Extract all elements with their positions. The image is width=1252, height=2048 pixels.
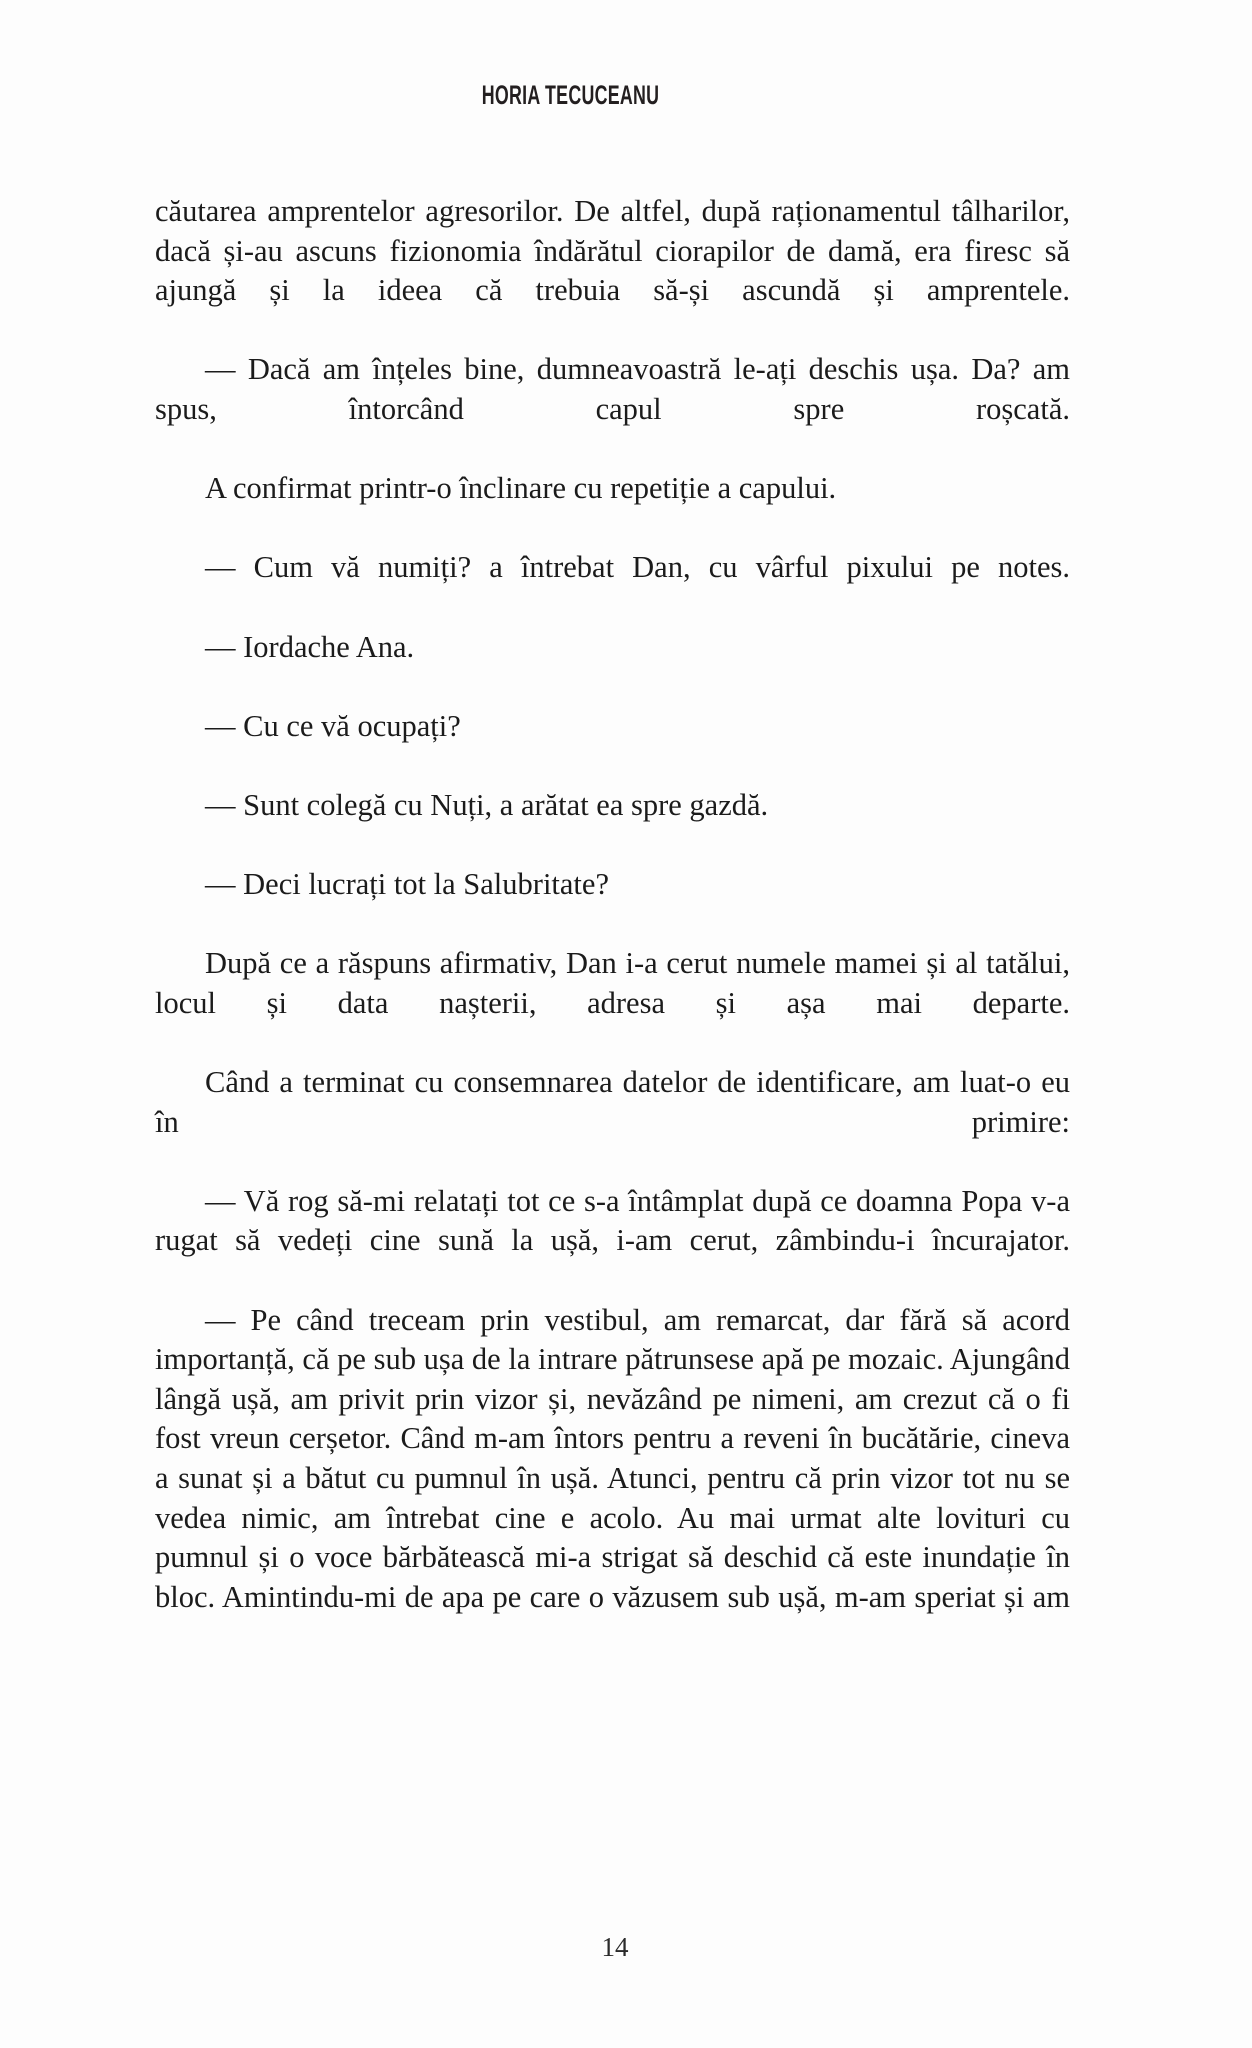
- paragraph-dialogue: — Pe când treceam prin vestibul, am remarcat, dar fără să acord importanță, că pe sub ușa de la intrare pătrunsese apă pe mozaic. Ajungând lângă ușă, am privit prin vizor și, nevăzând pe nimeni, am crezut că o fi fost vreun cerșetor. Când m-am întors pentru a reveni în bucătărie, cineva a sunat și a bătut cu pumnul în ușă. Atunci, pentru că prin vizor tot nu se vedea nimic, am întrebat cine e acolo. Au mai urmat alte lovituri cu pumnul și o voce bărbătească mi-a strigat să deschid că este inundație în bloc. Amintindu-mi de apa pe care o văzusem sub ușă, m-am speriat și am: [155, 1302, 1070, 1614]
- paragraph-dialogue-short: — Iordache Ana.: [205, 629, 415, 664]
- running-head-text: HORIA TECUCEANU: [481, 80, 659, 110]
- paragraph-narration: A confirmat printr-o înclinare cu repetiție a capului.: [205, 471, 837, 506]
- paragraph-narration: După ce a răspuns afirmativ, Dan i-a cerut numele mamei și al tatălui, locul și data nașterii, adresa și așa mai departe.: [155, 946, 1070, 1020]
- body-text-block: [155, 192, 1070, 1657]
- paragraph-dialogue: — Cum vă numiți? a întrebat Dan, cu vârful pixului pe notes.: [205, 550, 1070, 585]
- page-number: [0, 1932, 1252, 1963]
- paragraph-continuation: căutarea amprentelor agresorilor. De altfel, după raționamentul tâlharilor, dacă și-au ascuns fizionomia îndărătul ciorapilor de damă, era firesc să ajungă și la ideea că trebuia să-și ascundă și amprentele.: [155, 194, 1070, 308]
- paragraph-dialogue: — Dacă am înțeles bine, dumneavoastră le-ați deschis ușa. Da? am spus, întorcând capul spre roșcată.: [155, 352, 1070, 426]
- paragraph-dialogue-short: — Cu ce vă ocupați?: [205, 708, 461, 743]
- page-number-text: 14: [601, 1932, 629, 1962]
- running-head: [0, 80, 1252, 111]
- paragraph-narration: Când a terminat cu consemnarea datelor de identificare, am luat-o eu în primire:: [155, 1065, 1070, 1139]
- paragraph-dialogue-short: — Sunt colegă cu Nuți, a arătat ea spre gazdă.: [205, 787, 769, 822]
- paragraph-dialogue: — Vă rog să-mi relatați tot ce s-a întâmplat după ce doamna Popa v-a rugat să vedeți cine sună la ușă, i-am cerut, zâmbindu-i încurajator.: [155, 1183, 1070, 1258]
- paragraph-dialogue-short: — Deci lucrați tot la Salubritate?: [205, 867, 609, 902]
